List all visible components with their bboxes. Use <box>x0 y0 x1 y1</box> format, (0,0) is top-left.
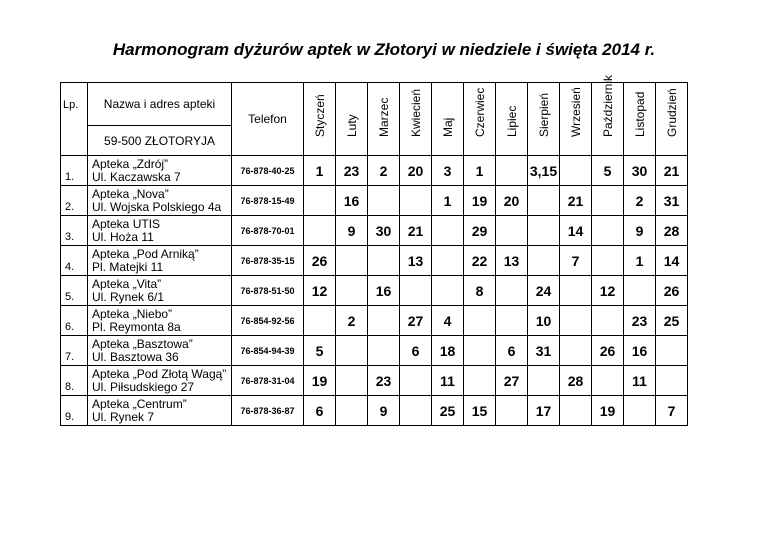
duty-day-cell: 13 <box>400 246 432 276</box>
schedule-table <box>60 74 688 426</box>
pharmacy-name: Apteka UTIS <box>92 216 161 231</box>
pharmacy-address: Ul. Rynek 7 <box>92 409 155 424</box>
pharmacy-cell <box>88 336 232 366</box>
duty-day-cell: 14 <box>560 216 592 246</box>
duty-day-cell <box>560 276 592 306</box>
duty-day-cell: 3,15 <box>528 156 560 186</box>
phone-number: 76-878-70-01 <box>232 216 304 246</box>
duty-day-cell: 9 <box>624 216 656 246</box>
duty-day-cell: 25 <box>432 396 464 426</box>
duty-day-cell: 7 <box>656 396 688 426</box>
table-row <box>61 216 688 246</box>
row-number: 5. <box>61 276 88 306</box>
duty-day-cell: 27 <box>400 306 432 336</box>
duty-day-cell <box>656 366 688 396</box>
month-header: Listopad <box>624 83 656 156</box>
month-header: Luty <box>336 83 368 156</box>
duty-day-cell: 12 <box>304 276 336 306</box>
duty-day-cell: 11 <box>432 366 464 396</box>
header-row <box>61 83 688 126</box>
duty-day-cell <box>496 216 528 246</box>
duty-day-cell <box>368 246 400 276</box>
pharmacy-cell <box>88 366 232 396</box>
duty-day-cell: 4 <box>432 306 464 336</box>
duty-day-cell <box>560 306 592 336</box>
duty-day-cell <box>464 366 496 396</box>
row-number: 3. <box>61 216 88 246</box>
duty-day-cell: 21 <box>560 186 592 216</box>
table-row <box>61 306 688 336</box>
pharmacy-name: Apteka „Niebo” <box>92 306 173 321</box>
duty-day-cell <box>400 396 432 426</box>
duty-day-cell <box>304 216 336 246</box>
duty-day-cell: 31 <box>528 336 560 366</box>
phone-number: 76-878-36-87 <box>232 396 304 426</box>
pharmacy-address: Pl. Matejki 11 <box>92 259 164 274</box>
month-header: Lipiec <box>496 83 528 156</box>
duty-day-cell: 24 <box>528 276 560 306</box>
duty-day-cell <box>336 366 368 396</box>
duty-day-cell: 23 <box>336 156 368 186</box>
pharmacy-name: Apteka „Vita” <box>92 276 162 291</box>
duty-day-cell: 11 <box>624 366 656 396</box>
row-number: 7. <box>61 336 88 366</box>
pharmacy-name: Apteka „Pod Arniką” <box>92 246 199 261</box>
phone-header: Telefon <box>232 83 304 156</box>
phone-number: 76-878-40-25 <box>232 156 304 186</box>
month-header: Kwiecień <box>400 83 432 156</box>
table-row <box>61 246 688 276</box>
duty-day-cell <box>496 396 528 426</box>
pharmacy-address: Ul. Basztowa 36 <box>92 349 179 364</box>
pharmacy-address: Ul. Piłsudskiego 27 <box>92 379 195 394</box>
duty-day-cell <box>592 216 624 246</box>
duty-day-cell: 1 <box>464 156 496 186</box>
duty-day-cell <box>528 246 560 276</box>
duty-day-cell <box>304 306 336 336</box>
row-number: 2. <box>61 186 88 216</box>
duty-day-cell <box>432 216 464 246</box>
month-header: Maj <box>432 83 464 156</box>
pharmacy-cell <box>88 156 232 186</box>
duty-day-cell: 2 <box>624 186 656 216</box>
duty-day-cell: 5 <box>304 336 336 366</box>
duty-day-cell <box>464 336 496 366</box>
pharmacy-cell <box>88 306 232 336</box>
duty-day-cell <box>432 246 464 276</box>
lp-header: Lp. <box>61 83 88 156</box>
duty-day-cell <box>464 306 496 336</box>
duty-day-cell <box>592 186 624 216</box>
duty-day-cell: 28 <box>560 366 592 396</box>
pharmacy-address: Ul. Hoża 11 <box>92 229 154 244</box>
duty-day-cell: 21 <box>656 156 688 186</box>
month-header: Marzec <box>368 83 400 156</box>
duty-day-cell: 5 <box>592 156 624 186</box>
duty-day-cell: 9 <box>368 396 400 426</box>
row-number: 4. <box>61 246 88 276</box>
page-title: Harmonogram dyżurów aptek w Złotoryi w niedziele i święta 2014 r. <box>112 40 656 59</box>
duty-day-cell <box>432 276 464 306</box>
duty-day-cell <box>528 216 560 246</box>
duty-day-cell: 23 <box>368 366 400 396</box>
duty-day-cell: 19 <box>464 186 496 216</box>
pharmacy-address: Ul. Kaczawska 7 <box>92 169 181 184</box>
duty-day-cell: 27 <box>496 366 528 396</box>
duty-day-cell: 23 <box>624 306 656 336</box>
table-row <box>61 336 688 366</box>
month-header: Październik <box>592 83 624 156</box>
duty-day-cell: 25 <box>656 306 688 336</box>
duty-day-cell: 16 <box>336 186 368 216</box>
duty-day-cell <box>400 366 432 396</box>
duty-day-cell <box>336 336 368 366</box>
duty-day-cell <box>528 366 560 396</box>
phone-number: 76-854-94-39 <box>232 336 304 366</box>
row-number: 8. <box>61 366 88 396</box>
duty-day-cell: 30 <box>368 216 400 246</box>
duty-day-cell <box>496 306 528 336</box>
duty-day-cell: 3 <box>432 156 464 186</box>
city-header: 59-500 ZŁOTORYJA <box>88 126 232 156</box>
pharmacy-cell <box>88 246 232 276</box>
row-number: 6. <box>61 306 88 336</box>
duty-day-cell <box>336 396 368 426</box>
duty-day-cell: 21 <box>400 216 432 246</box>
duty-day-cell: 1 <box>304 156 336 186</box>
duty-day-cell <box>624 276 656 306</box>
duty-day-cell: 15 <box>464 396 496 426</box>
duty-day-cell: 16 <box>624 336 656 366</box>
phone-number: 76-854-92-56 <box>232 306 304 336</box>
duty-day-cell: 30 <box>624 156 656 186</box>
duty-day-cell: 26 <box>592 336 624 366</box>
phone-number: 76-878-51-50 <box>232 276 304 306</box>
pharmacy-address: Ul. Wojska Polskiego 4a <box>92 199 222 214</box>
duty-day-cell <box>528 186 560 216</box>
duty-day-cell: 13 <box>496 246 528 276</box>
duty-day-cell: 6 <box>400 336 432 366</box>
duty-day-cell <box>368 186 400 216</box>
duty-day-cell: 12 <box>592 276 624 306</box>
month-header: Grudzień <box>656 83 688 156</box>
pharmacy-cell <box>88 396 232 426</box>
duty-day-cell: 16 <box>368 276 400 306</box>
duty-day-cell <box>400 276 432 306</box>
pharmacy-name: Apteka „Pod Złotą Wagą” <box>92 366 227 381</box>
duty-day-cell: 26 <box>656 276 688 306</box>
duty-day-cell: 22 <box>464 246 496 276</box>
pharmacy-name: Apteka „Centrum” <box>92 396 187 411</box>
pharmacy-address: Ul. Rynek 6/1 <box>92 289 165 304</box>
duty-day-cell <box>592 366 624 396</box>
name-header: Nazwa i adres apteki <box>88 83 232 126</box>
duty-day-cell: 28 <box>656 216 688 246</box>
month-header: Wrzesień <box>560 83 592 156</box>
duty-day-cell: 20 <box>400 156 432 186</box>
duty-day-cell: 2 <box>368 156 400 186</box>
duty-day-cell: 26 <box>304 246 336 276</box>
duty-day-cell <box>496 156 528 186</box>
pharmacy-cell <box>88 186 232 216</box>
row-number: 1. <box>61 156 88 186</box>
table-row <box>61 396 688 426</box>
duty-day-cell <box>496 276 528 306</box>
duty-day-cell <box>624 396 656 426</box>
duty-day-cell <box>560 396 592 426</box>
duty-day-cell <box>560 336 592 366</box>
duty-day-cell: 14 <box>656 246 688 276</box>
duty-day-cell <box>656 336 688 366</box>
table-row <box>61 156 688 186</box>
duty-day-cell <box>336 276 368 306</box>
duty-day-cell: 31 <box>656 186 688 216</box>
table-row <box>61 366 688 396</box>
duty-day-cell <box>368 306 400 336</box>
table-body <box>61 156 688 426</box>
duty-day-cell: 1 <box>432 186 464 216</box>
duty-day-cell: 19 <box>304 366 336 396</box>
table-row <box>61 186 688 216</box>
pharmacy-name: Apteka „Nova” <box>92 186 169 201</box>
pharmacy-cell <box>88 216 232 246</box>
duty-day-cell: 1 <box>624 246 656 276</box>
pharmacy-cell <box>88 276 232 306</box>
phone-number: 76-878-35-15 <box>232 246 304 276</box>
duty-day-cell <box>592 306 624 336</box>
duty-day-cell: 18 <box>432 336 464 366</box>
duty-day-cell: 8 <box>464 276 496 306</box>
duty-day-cell <box>336 246 368 276</box>
phone-number: 76-878-15-49 <box>232 186 304 216</box>
duty-day-cell <box>560 156 592 186</box>
phone-number: 76-878-31-04 <box>232 366 304 396</box>
duty-day-cell: 10 <box>528 306 560 336</box>
month-header: Czerwiec <box>464 83 496 156</box>
table-row <box>61 276 688 306</box>
duty-day-cell <box>368 336 400 366</box>
duty-day-cell: 17 <box>528 396 560 426</box>
duty-day-cell <box>400 186 432 216</box>
duty-day-cell: 6 <box>496 336 528 366</box>
month-header: Styczeń <box>304 83 336 156</box>
duty-day-cell <box>592 246 624 276</box>
pharmacy-address: Pl. Reymonta 8a <box>92 319 181 334</box>
duty-day-cell <box>304 186 336 216</box>
duty-day-cell: 29 <box>464 216 496 246</box>
pharmacy-name: Apteka „Zdrój” <box>92 156 169 171</box>
duty-day-cell: 7 <box>560 246 592 276</box>
pharmacy-name: Apteka „Basztowa” <box>92 336 193 351</box>
duty-day-cell: 9 <box>336 216 368 246</box>
duty-day-cell: 6 <box>304 396 336 426</box>
month-header: Sierpień <box>528 83 560 156</box>
duty-day-cell: 19 <box>592 396 624 426</box>
row-number: 9. <box>61 396 88 426</box>
duty-day-cell: 2 <box>336 306 368 336</box>
duty-day-cell: 20 <box>496 186 528 216</box>
